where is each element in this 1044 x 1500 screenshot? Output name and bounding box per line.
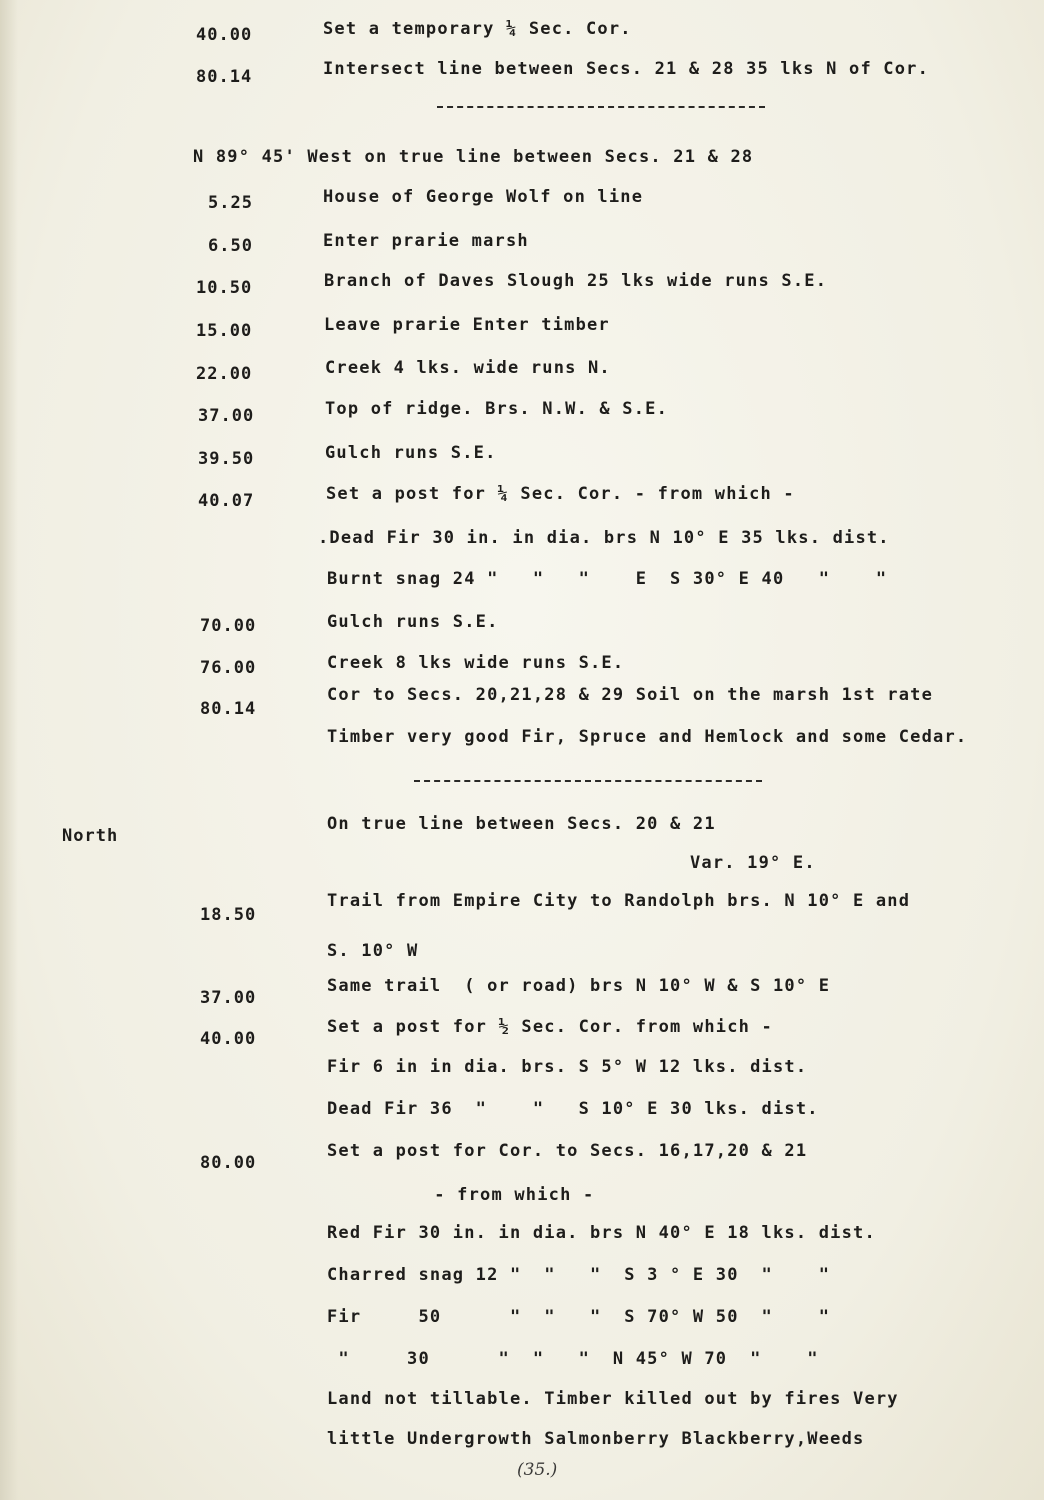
page-number: (35.) [517, 1460, 558, 1480]
field-note-text: Creek 8 lks wide runs S.E. [327, 653, 625, 673]
direction-margin-note: North [62, 826, 119, 846]
distance-value: 39.50 [198, 449, 255, 469]
distance-value: 5.25 [208, 193, 253, 213]
field-note-text: - from which - [400, 1185, 595, 1205]
section-divider [414, 780, 762, 782]
field-note-text: Same trail ( or road) brs N 10° W & S 10° E [327, 976, 831, 996]
witness-tree-text: Burnt snag 24 " " " E S 30° E 40 " " [327, 569, 888, 589]
field-note-text: Gulch runs S.E. [327, 612, 499, 632]
distance-value: 80.14 [200, 699, 257, 719]
distance-value: 6.50 [208, 236, 253, 256]
field-note-text: little Undergrowth Salmonberry Blackberry,Weeds [327, 1429, 865, 1449]
field-note-text: Creek 4 lks. wide runs N. [325, 358, 611, 378]
field-note-text: Trail from Empire City to Randolph brs. N 10° E and [327, 891, 911, 911]
distance-value: 70.00 [200, 616, 257, 636]
field-note-text: Intersect line between Secs. 21 & 28 35 lks N of Cor. [323, 59, 930, 79]
distance-value: 15.00 [196, 321, 253, 341]
distance-value: 40.07 [198, 491, 255, 511]
field-note-text: Gulch runs S.E. [325, 443, 497, 463]
field-note-text: S. 10° W [327, 941, 419, 961]
field-note-text: Enter prarie marsh [323, 231, 529, 251]
distance-value: 22.00 [196, 364, 253, 384]
field-note-text: Cor to Secs. 20,21,28 & 29 Soil on the marsh 1st rate [327, 685, 934, 705]
section-heading: N 89° 45' West on true line between Secs. 21 & 28 [193, 147, 754, 167]
distance-value: 40.00 [200, 1029, 257, 1049]
witness-tree-text: Fir 50 " " " S 70° W 50 " " [327, 1307, 831, 1327]
witness-tree-text: Charred snag 12 " " " S 3 ° E 30 " " [327, 1265, 831, 1285]
page-edge-shadow [0, 0, 18, 1500]
distance-value: 80.14 [196, 67, 253, 87]
distance-value: 37.00 [200, 988, 257, 1008]
section-divider [437, 106, 765, 108]
witness-tree-text: Red Fir 30 in. in dia. brs N 40° E 18 lks. dist. [327, 1223, 876, 1243]
witness-tree-text: Fir 6 in in dia. brs. S 5° W 12 lks. dist. [327, 1057, 808, 1077]
distance-value: 18.50 [200, 905, 257, 925]
magnetic-variation: Var. 19° E. [690, 853, 816, 873]
field-note-text: Set a post for Cor. to Secs. 16,17,20 & 21 [327, 1141, 808, 1161]
field-note-text: Set a temporary ¼ Sec. Cor. [323, 19, 632, 39]
field-note-text: Set a post for ¼ Sec. Cor. - from which - [326, 484, 795, 504]
distance-value: 76.00 [200, 658, 257, 678]
witness-tree-text: " 30 " " " N 45° W 70 " " [327, 1349, 819, 1369]
field-note-text: Leave prarie Enter timber [324, 315, 610, 335]
field-note-text: Set a post for ½ Sec. Cor. from which - [327, 1017, 773, 1037]
field-note-text: Land not tillable. Timber killed out by fires Very [327, 1389, 899, 1409]
witness-tree-text: Dead Fir 36 " " S 10° E 30 lks. dist. [327, 1099, 819, 1119]
field-note-text: Top of ridge. Brs. N.W. & S.E. [325, 399, 669, 419]
distance-value: 10.50 [196, 278, 253, 298]
section-heading: On true line between Secs. 20 & 21 [327, 814, 716, 834]
field-note-text: Timber very good Fir, Spruce and Hemlock and some Cedar. [327, 727, 968, 747]
field-note-text: Branch of Daves Slough 25 lks wide runs S.E. [324, 271, 828, 291]
distance-value: 37.00 [198, 406, 255, 426]
distance-value: 80.00 [200, 1153, 257, 1173]
distance-value: 40.00 [196, 25, 253, 45]
field-note-text: House of George Wolf on line [323, 187, 644, 207]
witness-tree-text: .Dead Fir 30 in. in dia. brs N 10° E 35 lks. dist. [318, 528, 890, 548]
